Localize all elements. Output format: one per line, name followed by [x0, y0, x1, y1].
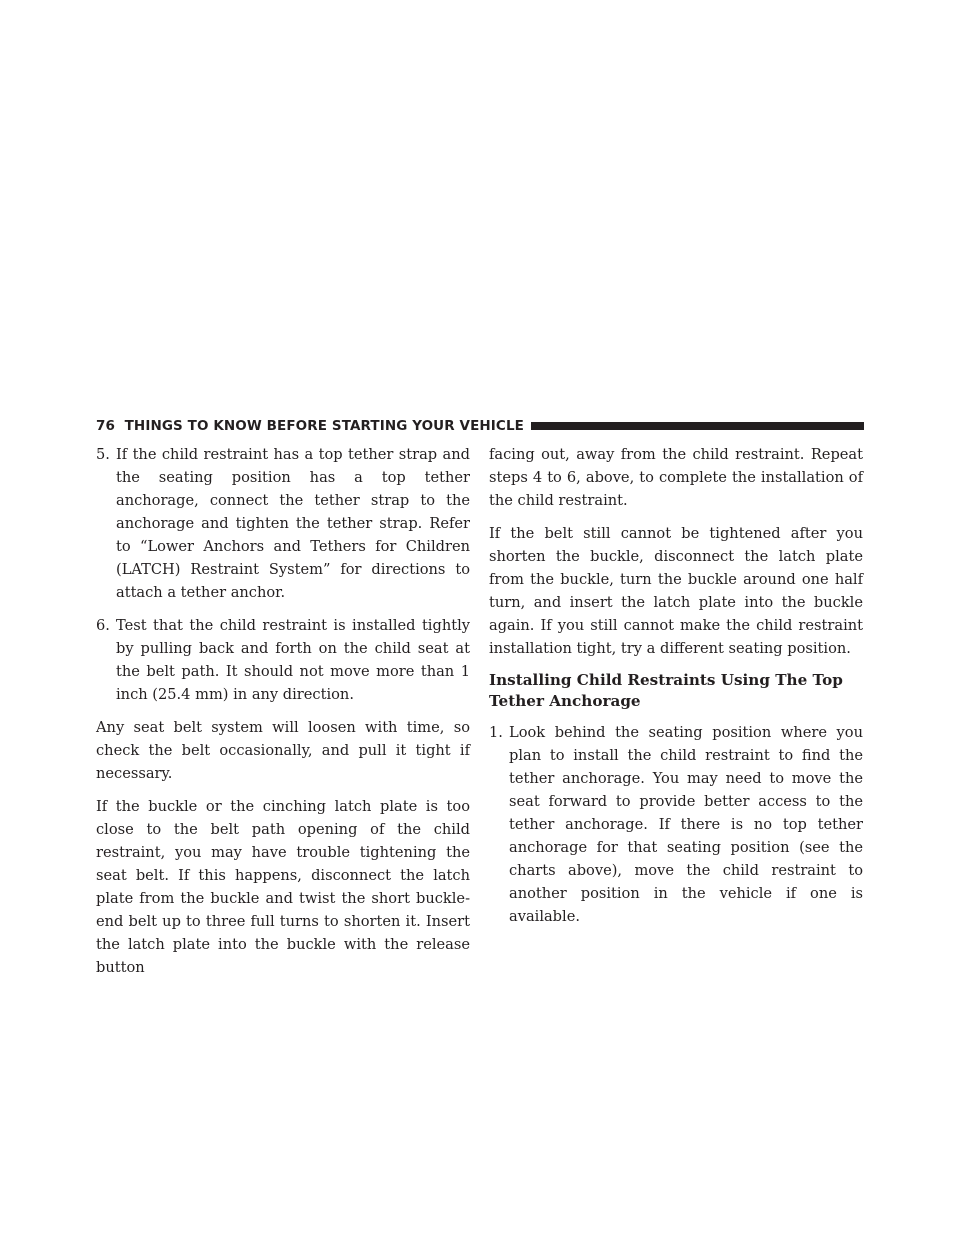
page-number: 76 — [96, 418, 115, 434]
paragraph-buckle: If the buckle or the cinching latch plate is too close to the belt path opening of the child restraint, you may have trouble tightening the seat belt. If this happens, disconnect the latch plate from the buckle and twist the short buckle-end belt up to three full turns to shorten it. Insert the latch plate into the buckle with the release button — [96, 798, 470, 976]
paragraph-continued: facing out, away from the child restraint. Repeat steps 4 to 6, above, to complete the installation of the child restraint. — [489, 446, 863, 509]
step-1-number: 1. — [489, 724, 503, 741]
step-6 — [96, 614, 470, 706]
step-1-text: Look behind the seating position where you plan to install the child restraint to find the tether anchorage. You may need to move the seat forward to provide better access to the tether anchorage. If there is no top tether anchorage for that seating position (see the charts above), move the child restraint to another position in the vehicle if one is available. — [509, 724, 863, 925]
step-5 — [96, 443, 470, 604]
step-6-text: Test that the child restraint is installed tightly by pulling back and forth on the child seat at the belt path. It should not move more than 1 inch (25.4 mm) in any direction. — [116, 617, 470, 703]
header-rule — [531, 422, 864, 430]
section-title: THINGS TO KNOW BEFORE STARTING YOUR VEHICLE — [124, 418, 524, 434]
header-text — [96, 418, 524, 434]
step-6-number: 6. — [96, 617, 110, 634]
page-header — [96, 417, 864, 435]
step-1 — [489, 721, 863, 928]
paragraph-belt-tighten: If the belt still cannot be tightened after you shorten the buckle, disconnect the latch plate from the buckle, turn the buckle around one half turn, and insert the latch plate into the buckle again. If you still cannot make the child restraint installation tight, try a different seating position. — [489, 525, 863, 657]
right-column — [489, 443, 863, 938]
paragraph-loosen: Any seat belt system will loosen with time, so check the belt occasionally, and pull it tight if necessary. — [96, 719, 470, 782]
step-5-number: 5. — [96, 446, 110, 463]
step-5-text: If the child restraint has a top tether strap and the seating position has a top tether anchorage, connect the tether strap to the anchorage and tighten the tether strap. Refer to “Lower Anchors and Tethers for Children (LATCH) Restraint System” for directions to attach a tether anchor. — [116, 446, 470, 601]
section-heading: Installing Child Restraints Using The Top Tether Anchorage — [489, 671, 843, 710]
left-column — [96, 443, 470, 989]
